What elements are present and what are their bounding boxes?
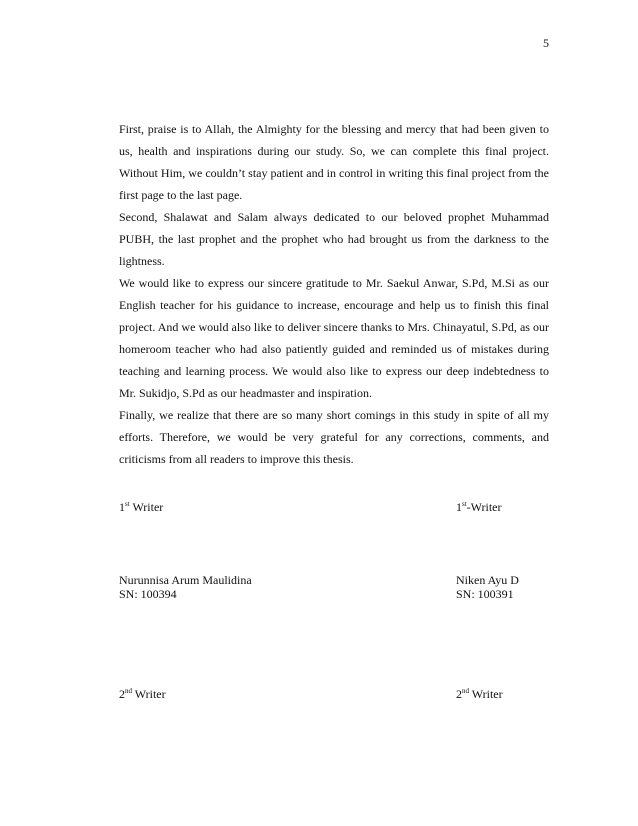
writer-ordinal: nd: [125, 687, 132, 695]
writer-ordinal: nd: [462, 687, 469, 695]
writer-label: [119, 687, 166, 702]
writer-word: Writer: [132, 687, 166, 701]
writer-label: [456, 687, 503, 702]
second-writer-right: [456, 687, 503, 702]
acknowledgement-body: [119, 118, 549, 470]
writer-word: Writer: [469, 687, 503, 701]
writer-name: Nurunnisa Arum Maulidina: [119, 573, 252, 587]
writer-label: [456, 500, 502, 515]
first-writer-left-identity: [119, 573, 252, 601]
paragraph-gratitude: We would like to express our sincere gratitude to Mr. Saekul Anwar, S.Pd, M.Si as our English teacher for his guidance to increase, encourage and help us to finish this final project. And we would also like to deliver sincere thanks to Mrs. Chinayatul, S.Pd, as our homeroom teacher who had also patiently guided and reminded us of mistakes during teaching and learning process. We would also like to express our deep indebtedness to Mr. Sukidjo, S.Pd as our headmaster and inspiration.: [119, 276, 549, 400]
first-writer-right: [456, 500, 502, 515]
first-writer-left: [119, 500, 163, 515]
writer-number: 1: [456, 500, 462, 514]
first-writer-right-identity: [456, 573, 519, 601]
paragraph-praise: First, praise is to Allah, the Almighty for the blessing and mercy that had been given to us, health and inspirations during our study. So, we can complete this final project. Without Him, we couldn’t stay patient and in control in writing this final project from the first page to the last page.: [119, 122, 549, 202]
writer-ordinal: st: [125, 500, 130, 508]
second-writer-left: [119, 687, 166, 702]
writer-name: Niken Ayu D: [456, 573, 519, 587]
writer-number: 2: [119, 687, 125, 701]
writer-word: -Writer: [466, 500, 502, 514]
writer-label: [119, 500, 163, 515]
writer-student-number: SN: 100394: [119, 587, 177, 601]
page-number: 5: [543, 36, 549, 50]
writer-word: Writer: [129, 500, 164, 514]
paragraph-closing: Finally, we realize that there are so many short comings in this study in spite of all my efforts. Therefore, we would be very grateful for any corrections, comments, and criticisms from all readers to improve this thesis.: [119, 408, 549, 466]
paragraph-shalawat: Second, Shalawat and Salam always dedicated to our beloved prophet Muhammad PUBH, the last prophet and the prophet who had brought us from the darkness to the lightness.: [119, 210, 549, 268]
writer-number: 1: [119, 500, 125, 514]
writer-number: 2: [456, 687, 462, 701]
writer-student-number: SN: 100391: [456, 587, 514, 601]
writer-ordinal: st: [462, 500, 467, 508]
